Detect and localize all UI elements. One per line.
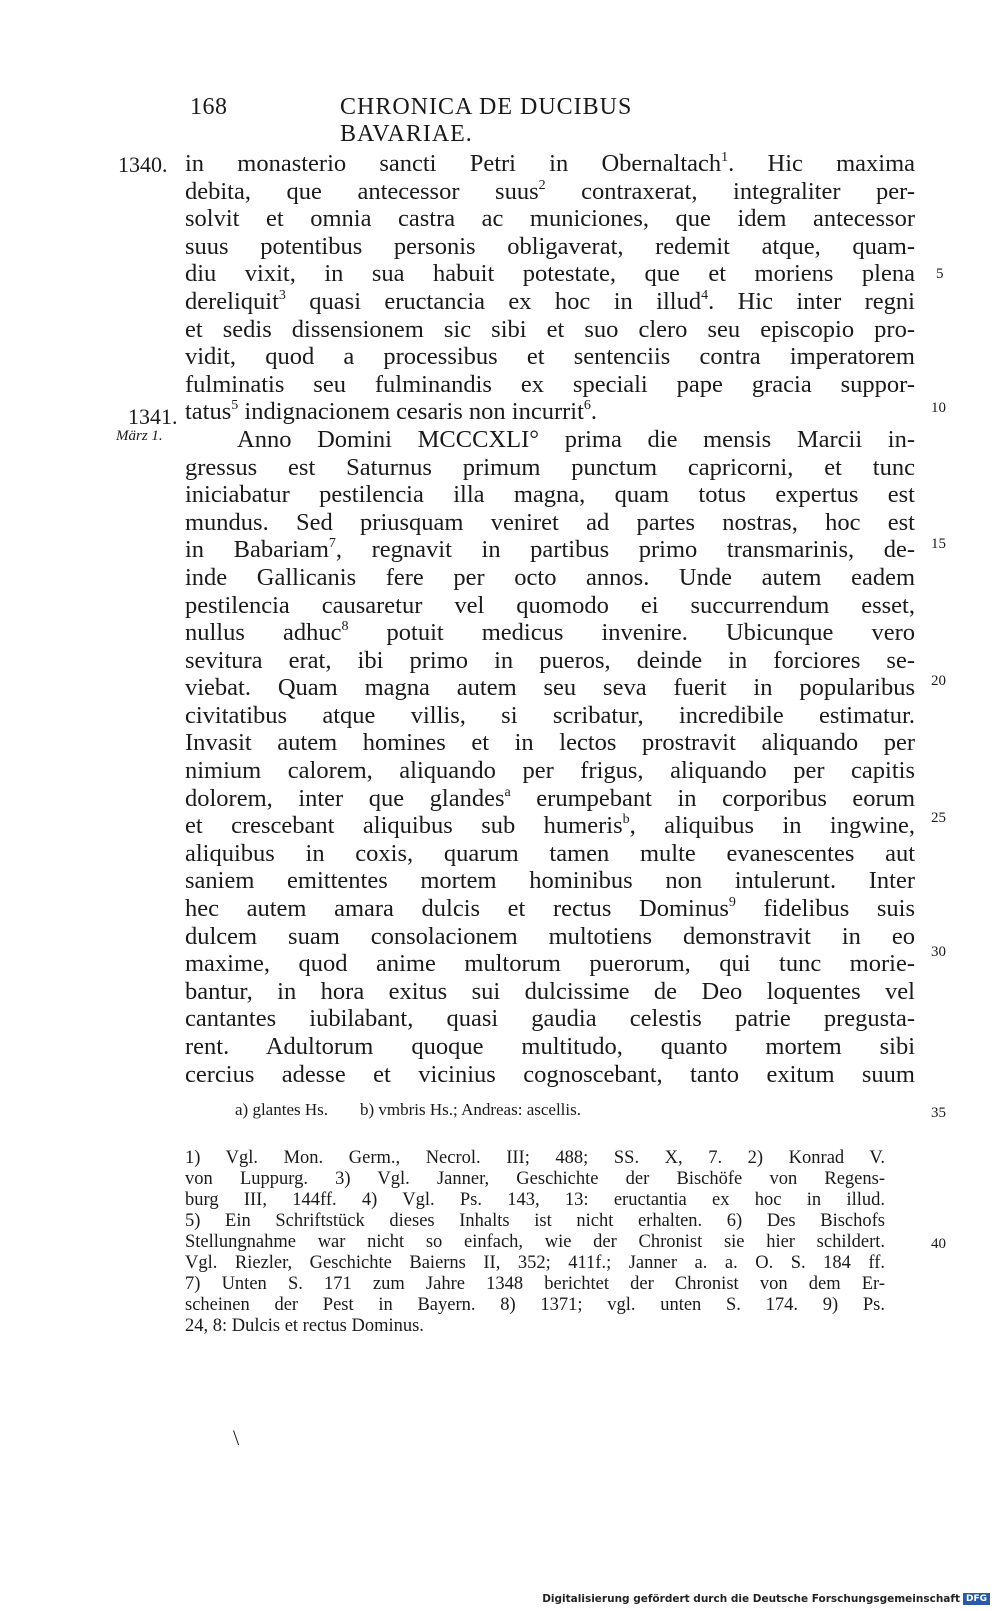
variant-a: a) glantes Hs.: [235, 1100, 329, 1119]
text-line: debita, que antecessor suus$^2$ contraxerat, integraliter per-: [185, 177, 916, 205]
text-line: Anno Domini MCCCXLI° prima die mensis Marcii in-: [237, 425, 915, 453]
text-line: rent. Adultorum quoque multitudo, quanto mortem sibi: [185, 1033, 915, 1060]
text-line: nullus adhuc$^8$ potuit medicus invenire. Ubicunque vero: [185, 619, 916, 647]
line-number-25: 25: [931, 810, 946, 826]
text-line: et sedis dissensionem sic sibi et suo clero seu episcopio pro-: [185, 315, 915, 343]
page-number: 168: [190, 94, 228, 120]
margin-year-1341: 1341.: [128, 404, 178, 429]
text-line: vidit, quod a processibus et sentenciis contra imperatorem: [185, 343, 915, 371]
text-line: dolorem, inter que glandes$^a$ erumpebant in corporibus eorum: [185, 784, 916, 812]
stray-mark: \: [233, 1425, 240, 1450]
text-line: aliquibus in coxis, quarum tamen multe evanescentes aut: [185, 839, 915, 867]
text-line: sevitura erat, ibi primo in pueros, deinde in forciores se-: [185, 646, 915, 674]
text-line: dulcem suam consolacionem multotiens demonstravit in eo: [185, 922, 915, 950]
text-line: fulminatis seu fulminandis ex speciali pape gracia suppor-: [185, 370, 915, 398]
dfg-logo: DFG: [963, 1593, 990, 1605]
text-line: pestilencia causaretur vel quomodo ei succurrendum esset,: [185, 591, 915, 619]
text-line: cercius adesse et vicinius cognoscebant, tanto exitum suum: [185, 1060, 915, 1088]
line-number-15: 15: [931, 536, 946, 552]
footnote-line: burg III, 144ff. 4) Vgl. Ps. 143, 13: eructantia ex hoc in illud.: [185, 1190, 885, 1210]
footnotes: [185, 1148, 885, 1337]
footnote-line: scheinen der Pest in Bayern. 8) 1371; vgl. unten S. 174. 9) Ps.: [185, 1295, 885, 1315]
margin-date: März 1.: [116, 428, 163, 444]
text-line: et crescebant aliquibus sub humeris$^b$, aliquibus in ingwine,: [185, 812, 915, 840]
main-text: [185, 150, 915, 1088]
text-line: solvit et omnia castra ac municiones, que idem antecessor: [185, 205, 915, 233]
margin-year-1340: 1340.: [118, 152, 168, 177]
digitization-credit: [542, 1593, 990, 1605]
text-line: civitatibus atque villis, si scribatur, incredibile estimatur.: [185, 701, 915, 729]
text-line: Invasit autem homines et in lectos prostravit aliquando per: [185, 729, 915, 757]
footnote-line: Vgl. Riezler, Geschichte Baierns II, 352; 411f.; Janner a. a. O. S. 184 ff.: [185, 1253, 885, 1273]
footnote-line: Stellungnahme war nicht so einfach, wie der Chronist sie hier schildert.: [185, 1232, 885, 1252]
line-number-10: 10: [931, 400, 946, 416]
footnote-line: 1) Vgl. Mon. Germ., Necrol. III; 488; SS. X, 7. 2) Konrad V.: [185, 1148, 885, 1168]
text-line: dereliquit$^3$ quasi eructancia ex hoc in illud$^4$. Hic inter regni: [185, 287, 915, 315]
text-line: hec autem amara dulcis et rectus Dominus$^9$ fidelibus suis: [185, 895, 915, 923]
text-line: in monasterio sancti Petri in Obernaltach$^1$. Hic maxima: [185, 150, 916, 177]
text-line: saniem emittentes mortem hominibus non intulerunt. Inter: [185, 867, 915, 895]
footnote-line: 7) Unten S. 171 zum Jahre 1348 berichtet der Chronist von dem Er-: [185, 1274, 885, 1294]
digitization-text: Digitalisierung gefördert durch die Deutsche Forschungsgemeinschaft: [542, 1593, 960, 1605]
text-line: cantantes iubilabant, quasi gaudia celestis patrie pregusta-: [185, 1005, 915, 1033]
footnote-line: von Luppurg. 3) Vgl. Janner, Geschichte der Bischöfe von Regens-: [185, 1169, 885, 1189]
line-number-5: 5: [936, 266, 944, 282]
text-line: diu vixit, in sua habuit potestate, que et moriens plena: [185, 260, 915, 288]
footnote-line: 24, 8: Dulcis et rectus Dominus.: [185, 1316, 424, 1336]
line-number-30: 30: [931, 944, 946, 960]
text-line: gressus est Saturnus primum punctum capricorni, et tunc: [185, 453, 915, 481]
page-title: CHRONICA DE DUCIBUS BAVARIAE.: [340, 94, 633, 147]
variant-b: b) vmbris Hs.; Andreas: ascellis.: [360, 1100, 581, 1119]
text-line: in Babariam$^7$, regnavit in partibus primo transmarinis, de-: [185, 536, 915, 564]
line-number-35: 35: [931, 1105, 946, 1121]
text-line: inde Gallicanis fere per octo annos. Unde autem eadem: [185, 563, 915, 591]
line-number-40: 40: [931, 1236, 946, 1252]
footnote-line: 5) Ein Schriftstück dieses Inhalts ist nicht erhalten. 6) Des Bischofs: [185, 1211, 885, 1231]
line-number-20: 20: [931, 673, 946, 689]
text-line: iniciabatur pestilencia illa magna, quam totus expertus est: [185, 481, 915, 509]
text-line: suus potentibus personis obligaverat, redemit atque, quam-: [185, 232, 915, 260]
text-line: mundus. Sed priusquam veniret ad partes nostras, hoc est: [185, 508, 915, 536]
running-head: [190, 94, 770, 147]
text-line: tatus$^5$ indignacionem cesaris non incurrit$^6$.: [185, 398, 598, 426]
text-line: maxime, quod anime multorum puerorum, qui tunc morie-: [185, 950, 915, 978]
textual-variants: [235, 1100, 875, 1120]
text-line: bantur, in hora exitus sui dulcissime de Deo loquentes vel: [185, 977, 915, 1005]
text-line: nimium calorem, aliquando per frigus, aliquando per capitis: [185, 757, 915, 785]
text-line: viebat. Quam magna autem seu seva fuerit in popularibus: [185, 674, 915, 702]
